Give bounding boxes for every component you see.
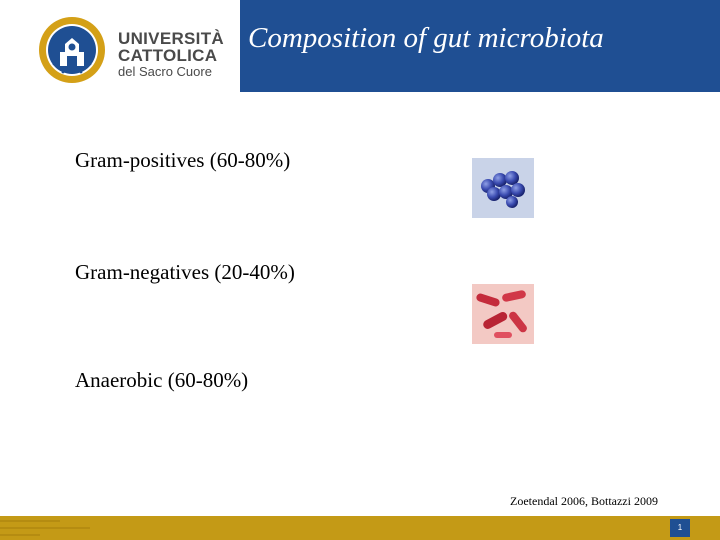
cocci-bacteria-icon (472, 158, 534, 218)
bullet-gram-positives: Gram-positives (60-80%) (75, 148, 291, 172)
rod-bacteria-icon (472, 284, 534, 344)
logo-line-2: CATTOLICA (118, 46, 218, 65)
bullet-anaerobic: Anaerobic (60-80%) (75, 368, 249, 392)
footer-pattern-icon (0, 516, 120, 540)
logo-line-1: UNIVERSITÀ (118, 29, 224, 48)
slide-header (0, 0, 720, 92)
slide-title: Composition of gut microbiota (248, 22, 604, 54)
page-number: 1 (670, 519, 690, 537)
university-logo (0, 0, 240, 92)
logo-line-3: del Sacro Cuore (118, 64, 212, 79)
citation: Zoetendal 2006, Bottazzi 2009 (510, 494, 658, 508)
bullet-gram-negatives: Gram-negatives (20-40%) (75, 260, 295, 284)
university-seal-icon (38, 16, 106, 84)
footer-bar (0, 516, 720, 540)
university-name (118, 30, 224, 78)
